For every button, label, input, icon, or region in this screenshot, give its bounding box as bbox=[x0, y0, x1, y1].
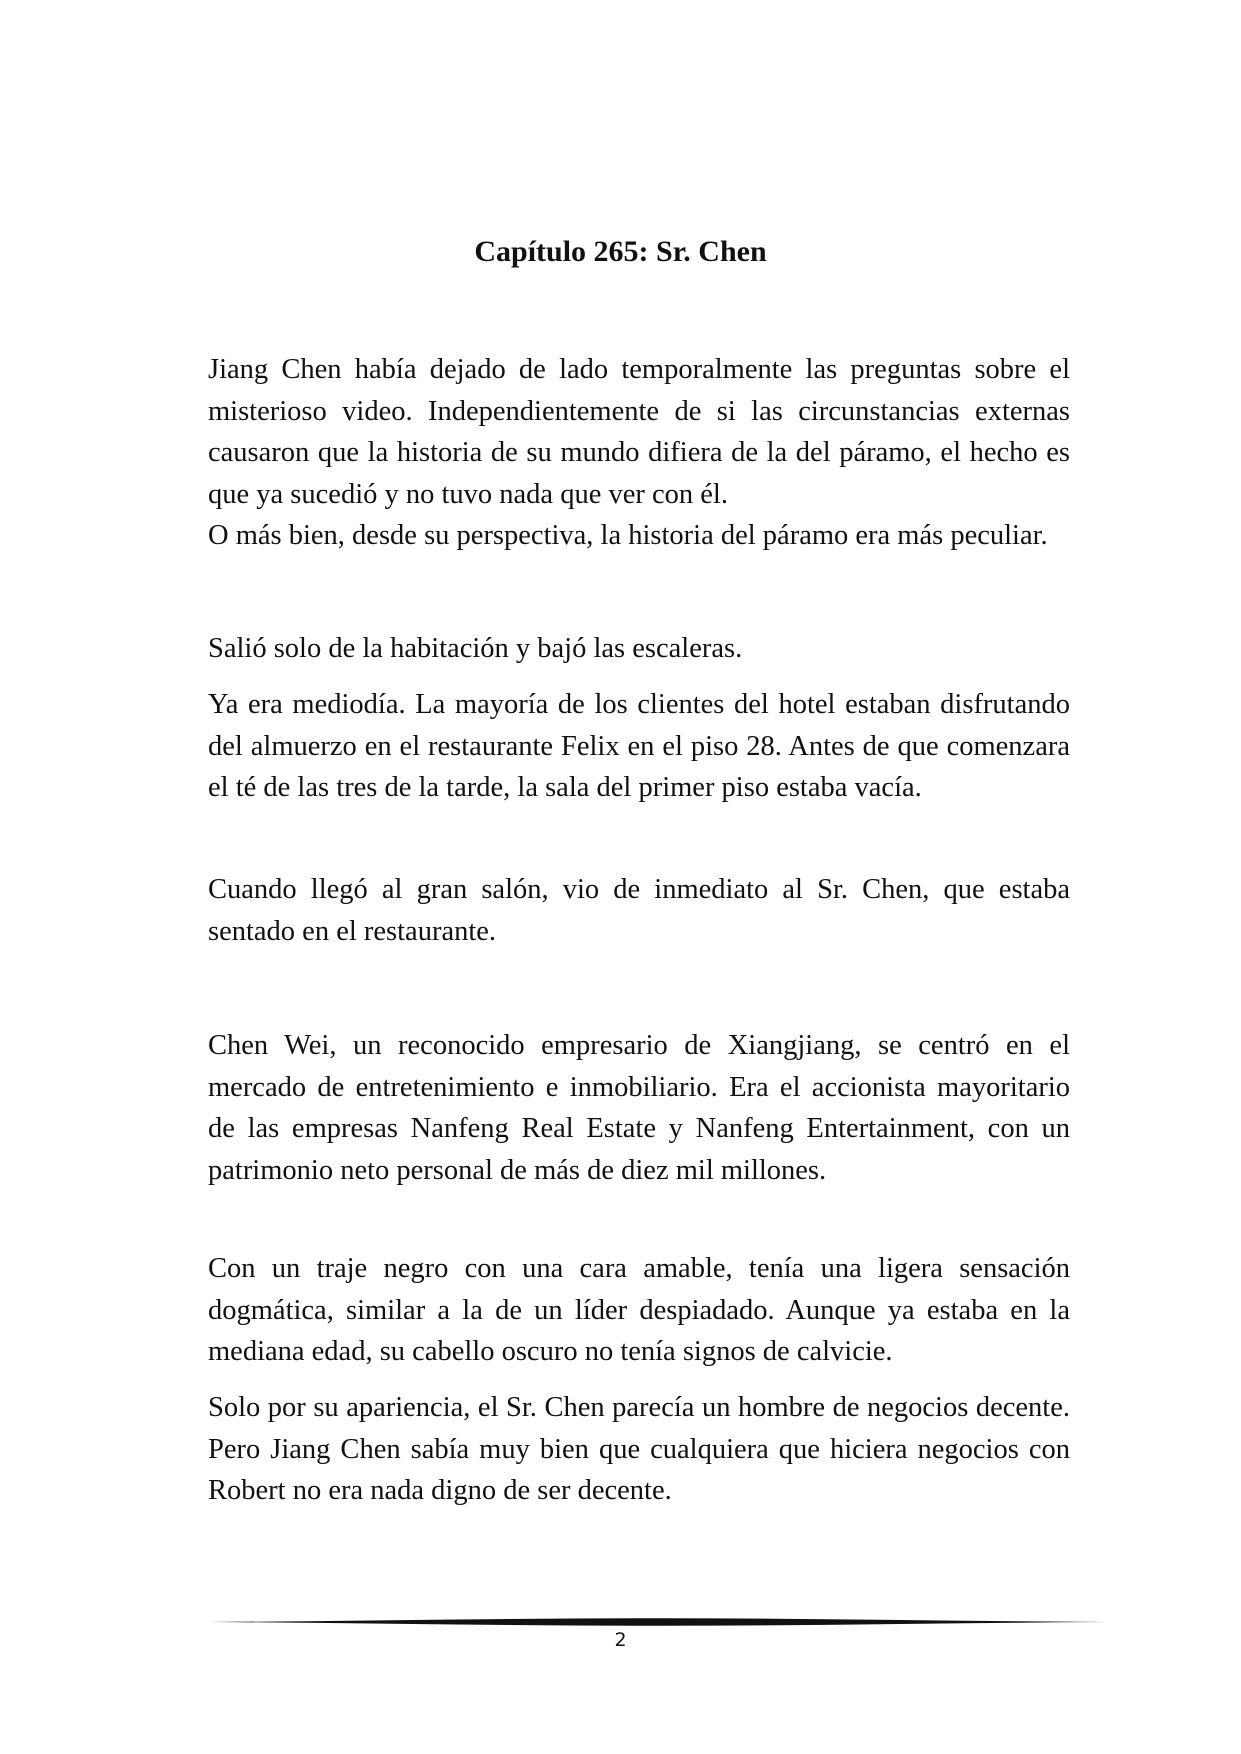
chapter-title: Capítulo 265: Sr. Chen bbox=[474, 235, 767, 268]
footer-divider bbox=[208, 1617, 1108, 1627]
paragraph-1: Jiang Chen había dejado de lado temporalmente las preguntas sobre el misterioso video. Independientemente de si las circunstancias externas causaron que la historia de su mundo difiera de la del páramo, el hecho es que ya sucedió y no tuvo nada que ver con él. bbox=[208, 354, 1070, 510]
paragraph-7: Con un traje negro con una cara amable, tenía una ligera sensación dogmática, similar a la de un líder despiadado. Aunque ya estaba en la mediana edad, su cabello oscuro no tenía signos de calvicie. bbox=[208, 1253, 1070, 1367]
paragraph-8: Solo por su apariencia, el Sr. Chen parecía un hombre de negocios decente. Pero Jiang Chen sabía muy bien que cualquiera que hiciera negocios con Robert no era nada digno de ser decente. bbox=[208, 1392, 1070, 1506]
page-number: 2 bbox=[614, 1629, 627, 1651]
paragraph-4: Ya era mediodía. La mayoría de los clientes del hotel estaban disfrutando del almuerzo en el restaurante Felix en el piso 28. Antes de que comenzara el té de las tres de la tarde, la sala del primer piso estaba vacía. bbox=[208, 689, 1070, 803]
paragraph-2: O más bien, desde su perspectiva, la historia del páramo era más peculiar. bbox=[208, 520, 1048, 551]
paragraph-6: Chen Wei, un reconocido empresario de Xiangjiang, se centró en el mercado de entretenimiento e inmobiliario. Era el accionista mayoritario de las empresas Nanfeng Real Estate y Nanfeng Entertainment, con un patrimonio neto personal de más de diez mil millones. bbox=[208, 1030, 1070, 1186]
paragraph-3: Salió solo de la habitación y bajó las escaleras. bbox=[208, 633, 743, 664]
paragraph-5: Cuando llegó al gran salón, vio de inmediato al Sr. Chen, que estaba sentado en el restaurante. bbox=[208, 874, 1070, 947]
